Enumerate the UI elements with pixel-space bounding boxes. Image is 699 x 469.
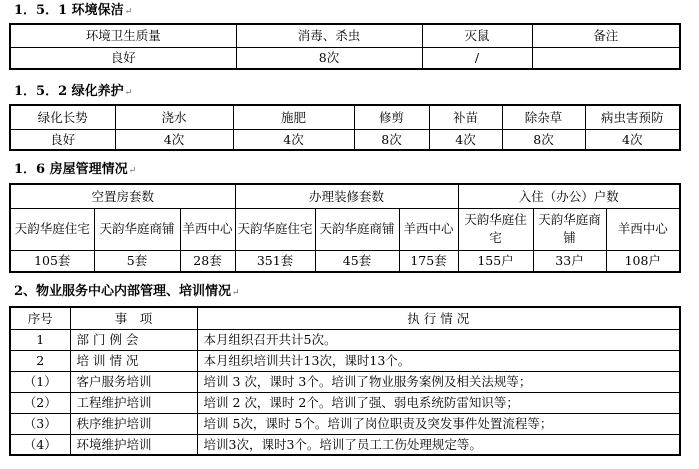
sub-header-cell: 羊西中心 [180,208,235,250]
header-cell: 执 行 情 况 [197,307,680,329]
sub-header-cell: 羊西中心 [606,208,680,250]
row-detail: 培训3次，课时3个。培训了员工工伤处理规定等。 [197,434,680,455]
row-detail: 培训 5次，课时 5个。培训了岗位职责及突发事件处置流程等； [197,413,680,434]
row-number: （3） [10,413,70,434]
header-cell: 施肥 [233,105,354,129]
table-row [10,413,680,434]
row-item: 秩序维护培训 [70,413,197,434]
group-header-vacant: 空置房套数 [10,184,235,208]
value-cell: 105套 [10,250,94,272]
value-cell: 33户 [533,250,606,272]
training-table [9,306,681,456]
value-cell: 良好 [10,129,115,150]
value-cell: 8次 [502,129,585,150]
value-cell: 良好 [10,47,236,69]
sub-header-cell: 天韵华庭住宅 [10,208,94,250]
table-row [10,350,680,371]
row-detail: 培训 3 次，课时 3个。培训了物业服务案例及相关法规等； [197,371,680,392]
row-number: 1 [10,329,70,350]
row-detail: 本月组织培训共计13次，课时13个。 [197,350,680,371]
value-cell: 4次 [429,129,502,150]
table-row [10,329,680,350]
header-cell: 灭鼠 [422,24,532,47]
value-cell: 175套 [399,250,458,272]
value-cell: 28套 [180,250,235,272]
value-cell: 8次 [354,129,429,150]
value-cell [532,47,680,69]
section-title-internal-management: 2、物业服务中心内部管理、培训情况↵ [14,284,240,299]
header-cell: 除杂草 [502,105,585,129]
value-cell: 4次 [115,129,233,150]
header-cell: 消毒、杀虫 [236,24,422,47]
value-cell: 155户 [458,250,533,272]
row-number: （2） [10,392,70,413]
row-number: 2 [10,350,70,371]
row-item: 培 训 情 况 [70,350,197,371]
value-cell: 45套 [315,250,399,272]
row-number: （1） [10,371,70,392]
table-row [10,434,680,455]
header-cell: 浇水 [115,105,233,129]
section-title-housing-management: 1．6 房屋管理情况↵ [14,162,137,177]
value-cell: / [422,47,532,69]
section-title-greening: 1．5．2 绿化养护↵ [14,84,133,99]
header-cell: 修剪 [354,105,429,129]
row-item: 工程维护培训 [70,392,197,413]
value-cell: 8次 [236,47,422,69]
group-header-renovation: 办理装修套数 [235,184,458,208]
sub-header-cell: 天韵华庭住宅 [235,208,315,250]
value-cell: 351套 [235,250,315,272]
header-cell: 病虫害预防 [585,105,680,129]
greening-table [9,104,681,151]
header-cell: 绿化长势 [10,105,115,129]
value-cell: 4次 [585,129,680,150]
row-detail: 本月组织召开共计5次。 [197,329,680,350]
row-detail: 培训 2 次，课时 2个。培训了强、弱电系统防雷知识等； [197,392,680,413]
header-cell: 环境卫生质量 [10,24,236,47]
header-cell: 序号 [10,307,70,329]
sub-header-cell: 天韵华庭商铺 [94,208,180,250]
housing-management-table [9,183,681,273]
header-cell: 事 项 [70,307,197,329]
row-item: 部 门 例 会 [70,329,197,350]
sub-header-cell: 羊西中心 [399,208,458,250]
row-item: 环境维护培训 [70,434,197,455]
row-item: 客户服务培训 [70,371,197,392]
section-title-environment-cleaning: 1．5．1 环境保洁↵ [14,3,133,18]
header-cell: 备注 [532,24,680,47]
group-header-occupancy: 入住（办公）户数 [458,184,680,208]
table-row [10,392,680,413]
table-row [10,371,680,392]
sub-header-cell: 天韵华庭商铺 [315,208,399,250]
value-cell: 4次 [233,129,354,150]
row-number: （4） [10,434,70,455]
header-cell: 补苗 [429,105,502,129]
sub-header-cell: 天韵华庭住宅 [458,208,533,250]
value-cell: 108户 [606,250,680,272]
value-cell: 5套 [94,250,180,272]
sub-header-cell: 天韵华庭商铺 [533,208,606,250]
environment-cleaning-table [9,23,681,70]
